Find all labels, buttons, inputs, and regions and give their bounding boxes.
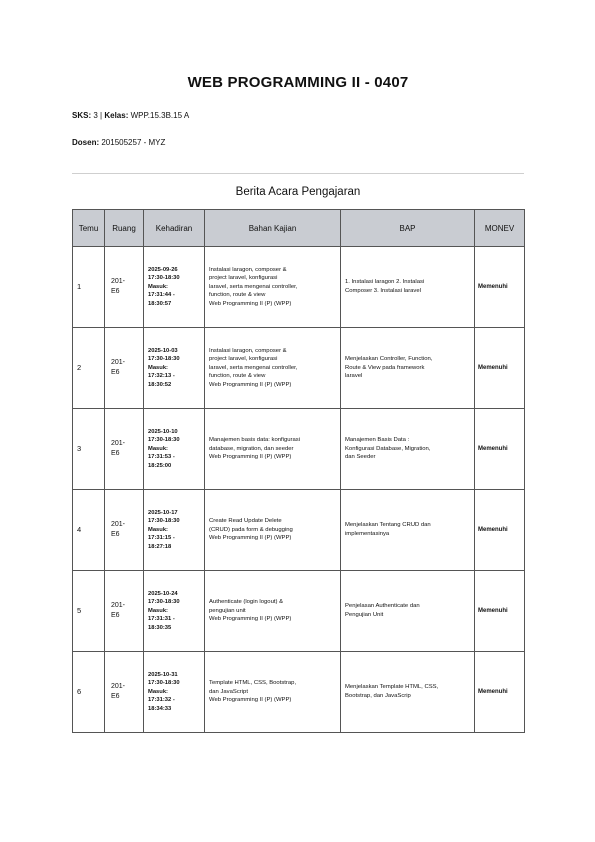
course-meta-sks-kelas <box>72 111 189 120</box>
cell-monev: Memenuhi <box>475 247 525 328</box>
cell-temu: 1 <box>73 247 105 328</box>
table-header-row <box>73 210 525 247</box>
cell-kehadiran: 2025-10-31 17:30-18:30 Masuk: 17:31:32 - 18:34:33 <box>144 652 205 733</box>
table-row <box>73 571 525 652</box>
header-monev: MONEV <box>475 210 525 247</box>
table-row <box>73 490 525 571</box>
cell-temu: 4 <box>73 490 105 571</box>
cell-ruang: 201- E6 <box>105 328 144 409</box>
cell-ruang: 201- E6 <box>105 247 144 328</box>
cell-bahan-kajian: Create Read Update Delete (CRUD) pada form & debugging Web Programming II (P) (WPP) <box>205 490 341 571</box>
cell-ruang: 201- E6 <box>105 571 144 652</box>
cell-monev: Memenuhi <box>475 328 525 409</box>
cell-temu: 2 <box>73 328 105 409</box>
cell-temu: 5 <box>73 571 105 652</box>
header-bahan-kajian: Bahan Kajian <box>205 210 341 247</box>
sks-value: 3 <box>93 111 98 120</box>
cell-monev: Memenuhi <box>475 652 525 733</box>
table-row <box>73 328 525 409</box>
header-kehadiran: Kehadiran <box>144 210 205 247</box>
kelas-value: WPP.15.3B.15 A <box>130 111 190 120</box>
cell-bahan-kajian: Authenticate (login logout) & pengujian unit Web Programming II (P) (WPP) <box>205 571 341 652</box>
header-ruang: Ruang <box>105 210 144 247</box>
cell-bahan-kajian: Template HTML, CSS, Bootstrap, dan JavaScript Web Programming II (P) (WPP) <box>205 652 341 733</box>
cell-monev: Memenuhi <box>475 490 525 571</box>
cell-kehadiran: 2025-10-10 17:30-18:30 Masuk: 17:31:53 - 18:25:00 <box>144 409 205 490</box>
course-meta-dosen <box>72 138 165 147</box>
table-row <box>73 652 525 733</box>
cell-bap: Menjelaskan Template HTML, CSS, Bootstrap, dan JavaScrip <box>341 652 475 733</box>
cell-kehadiran: 2025-10-24 17:30-18:30 Masuk: 17:31:31 - 18:30:35 <box>144 571 205 652</box>
cell-monev: Memenuhi <box>475 409 525 490</box>
cell-bap: Menjelaskan Tentang CRUD dan implementasinya <box>341 490 475 571</box>
section-title: Berita Acara Pengajaran <box>235 186 361 198</box>
dosen-value: 201505257 - MYZ <box>101 138 166 147</box>
table-row <box>73 409 525 490</box>
cell-temu: 6 <box>73 652 105 733</box>
dosen-label: Dosen: <box>72 138 100 147</box>
cell-bap: Penjelasan Authenticate dan Pengujian Unit <box>341 571 475 652</box>
cell-temu: 3 <box>73 409 105 490</box>
cell-bap: Menjelaskan Controller, Function, Route & View pada framework laravel <box>341 328 475 409</box>
cell-kehadiran: 2025-10-03 17:30-18:30 Masuk: 17:32:13 - 18:30:52 <box>144 328 205 409</box>
course-title: WEB PROGRAMMING II - 0407 <box>187 74 409 91</box>
cell-bahan-kajian: Manajemen basis data: konfigurasi database, migration, dan seeder Web Programming II (P) (WPP) <box>205 409 341 490</box>
cell-ruang: 201- E6 <box>105 409 144 490</box>
cell-kehadiran: 2025-09-26 17:30-18:30 Masuk: 17:31:44 - 18:30:57 <box>144 247 205 328</box>
cell-ruang: 201- E6 <box>105 490 144 571</box>
cell-bap: 1. Instalasi laragon 2. Instalasi Composer 3. Instalasi laravel <box>341 247 475 328</box>
header-bap: BAP <box>341 210 475 247</box>
header-temu: Temu <box>73 210 105 247</box>
cell-ruang: 201- E6 <box>105 652 144 733</box>
table-row <box>73 247 525 328</box>
cell-bap: Manajemen Basis Data : Konfigurasi Database, Migration, dan Seeder <box>341 409 475 490</box>
divider <box>72 173 524 174</box>
teaching-report-table <box>72 209 525 733</box>
sks-label: SKS: <box>72 111 92 120</box>
meta-separator: | <box>100 111 103 120</box>
kelas-label: Kelas: <box>104 111 129 120</box>
cell-bahan-kajian: Instalasi laragon, composer & project laravel, konfigurasi laravel, serta mengenai controller, function, route & view Web Programming II (P) (WPP) <box>205 247 341 328</box>
cell-monev: Memenuhi <box>475 571 525 652</box>
cell-bahan-kajian: Instalasi laragon, composer & project laravel, konfigurasi laravel, serta mengenai controller, function, route & view Web Programming II (P) (WPP) <box>205 328 341 409</box>
cell-kehadiran: 2025-10-17 17:30-18:30 Masuk: 17:31:15 - 18:27:18 <box>144 490 205 571</box>
